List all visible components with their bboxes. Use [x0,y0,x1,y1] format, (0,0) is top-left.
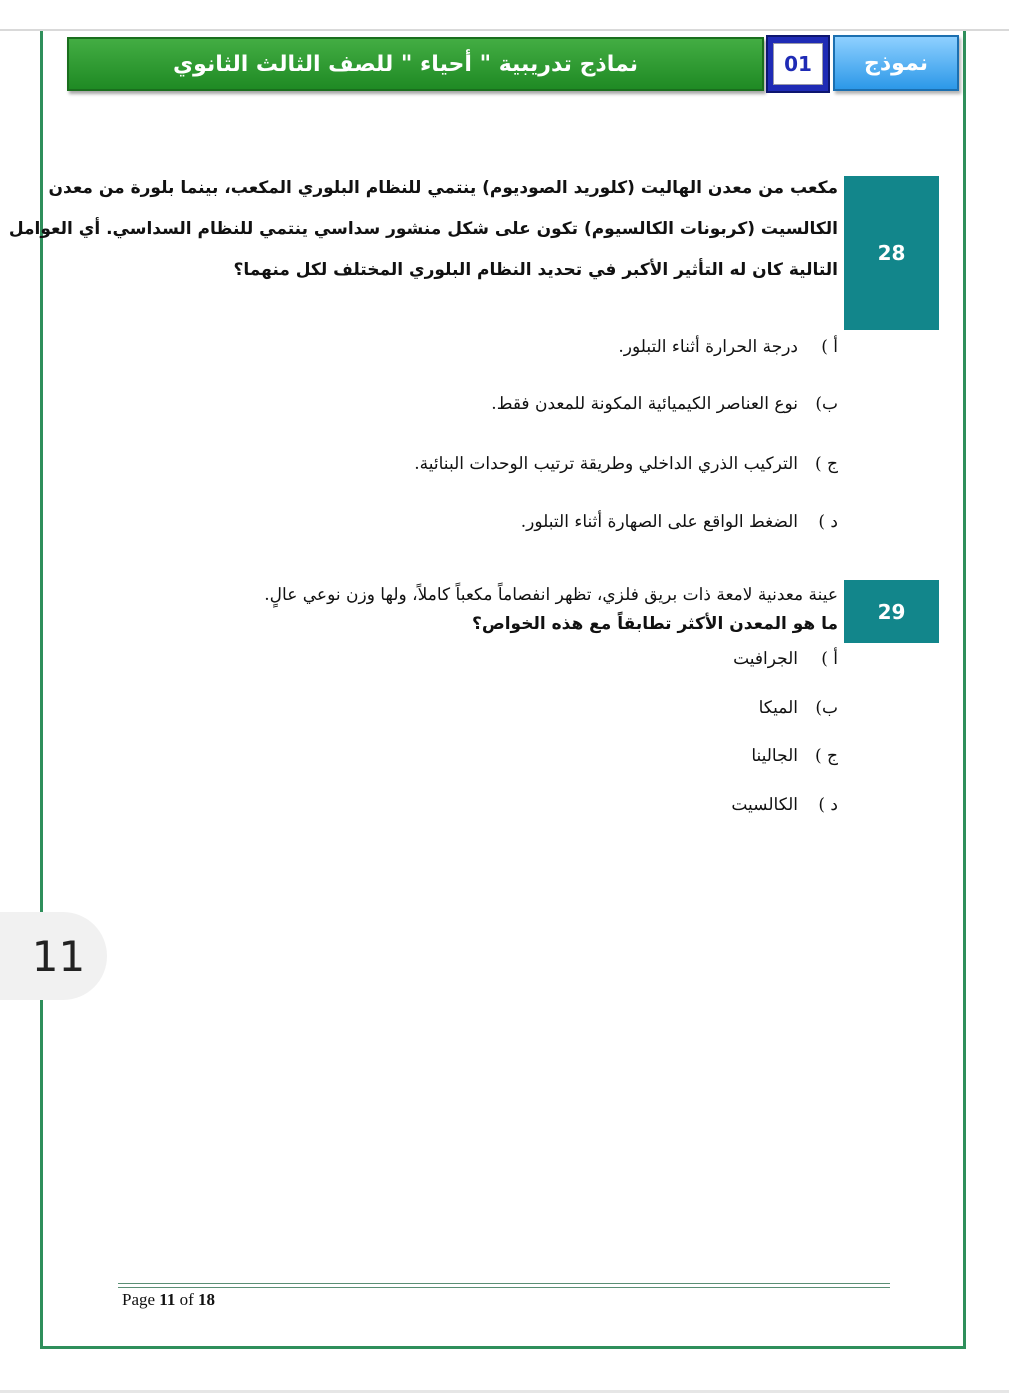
option-letter: ب) [815,394,838,414]
question-28-option-d[interactable] [521,512,838,532]
option-text: الكالسيت [731,795,798,815]
question-28-line-2: الكالسيت (كربونات الكالسيوم) تكون على شكل منشور سداسي ينتمي للنظام السداسي. أي العوامل [8,219,838,239]
footer-prefix: Page [122,1290,156,1309]
page-number-tab[interactable] [0,912,107,1000]
option-letter: أ ) [821,649,838,669]
question-29-option-a[interactable] [733,649,838,669]
header-title-bar [67,37,764,91]
question-number-29: 29 [844,580,939,643]
option-text: الضغط الواقع على الصهارة أثناء التبلور. [520,512,798,532]
model-number: 01 [773,43,823,85]
question-28-line-1: مكعب من معدن الهاليت (كلوريد الصوديوم) ينتمي للنظام البلوري المكعب، بينما بلورة من معدن [48,178,838,198]
footer-current-page: 11 [159,1290,176,1309]
option-text: التركيب الذري الداخلي وطريقة ترتيب الوحدات البنائية. [414,454,798,474]
option-letter: ج ) [814,746,838,766]
question-28-option-c[interactable] [414,454,838,474]
question-28-option-a[interactable] [618,337,838,357]
footer-divider [118,1287,890,1288]
model-number-box [766,35,830,93]
question-29-option-d[interactable] [731,795,838,815]
option-letter: د ) [818,795,838,815]
footer-of: of [179,1290,194,1309]
question-29-question: ما هو المعدن الأكثر تطابقاً مع هذه الخواص؟ [472,614,838,634]
question-28-option-b[interactable] [491,394,838,414]
question-29-option-c[interactable] [751,746,838,766]
question-28-line-3: التالية كان له التأثير الأكبر في تحديد النظام البلوري المختلف لكل منهما؟ [233,260,838,280]
option-text: الجالينا [751,746,798,766]
page-number-tab-label: 11 [31,931,86,981]
question-number-28: 28 [844,176,939,330]
question-29-stem: عينة معدنية لامعة ذات بريق فلزي، تظهر انفصاماً مكعباً كاملاً، ولها وزن نوعي عالٍ. [264,585,838,605]
option-text: الجرافيت [733,649,798,669]
model-label: نموذج [833,35,959,91]
option-text: الميكا [758,698,798,718]
option-text: درجة الحرارة أثناء التبلور. [618,337,798,357]
option-letter: ب) [815,698,838,718]
header-title: نماذج تدريبية " أحياء " للصف الثالث الثانوي [172,51,638,77]
bottom-divider [0,1390,1009,1393]
option-letter: ج ) [814,454,838,474]
question-29-option-b[interactable] [759,698,838,718]
option-letter: أ ) [821,337,838,357]
option-letter: د ) [818,512,838,532]
footer-total-pages: 18 [198,1290,216,1309]
option-text: نوع العناصر الكيميائية المكونة للمعدن فقط. [491,394,798,414]
footer-divider [118,1283,890,1284]
page-footer [122,1290,215,1310]
